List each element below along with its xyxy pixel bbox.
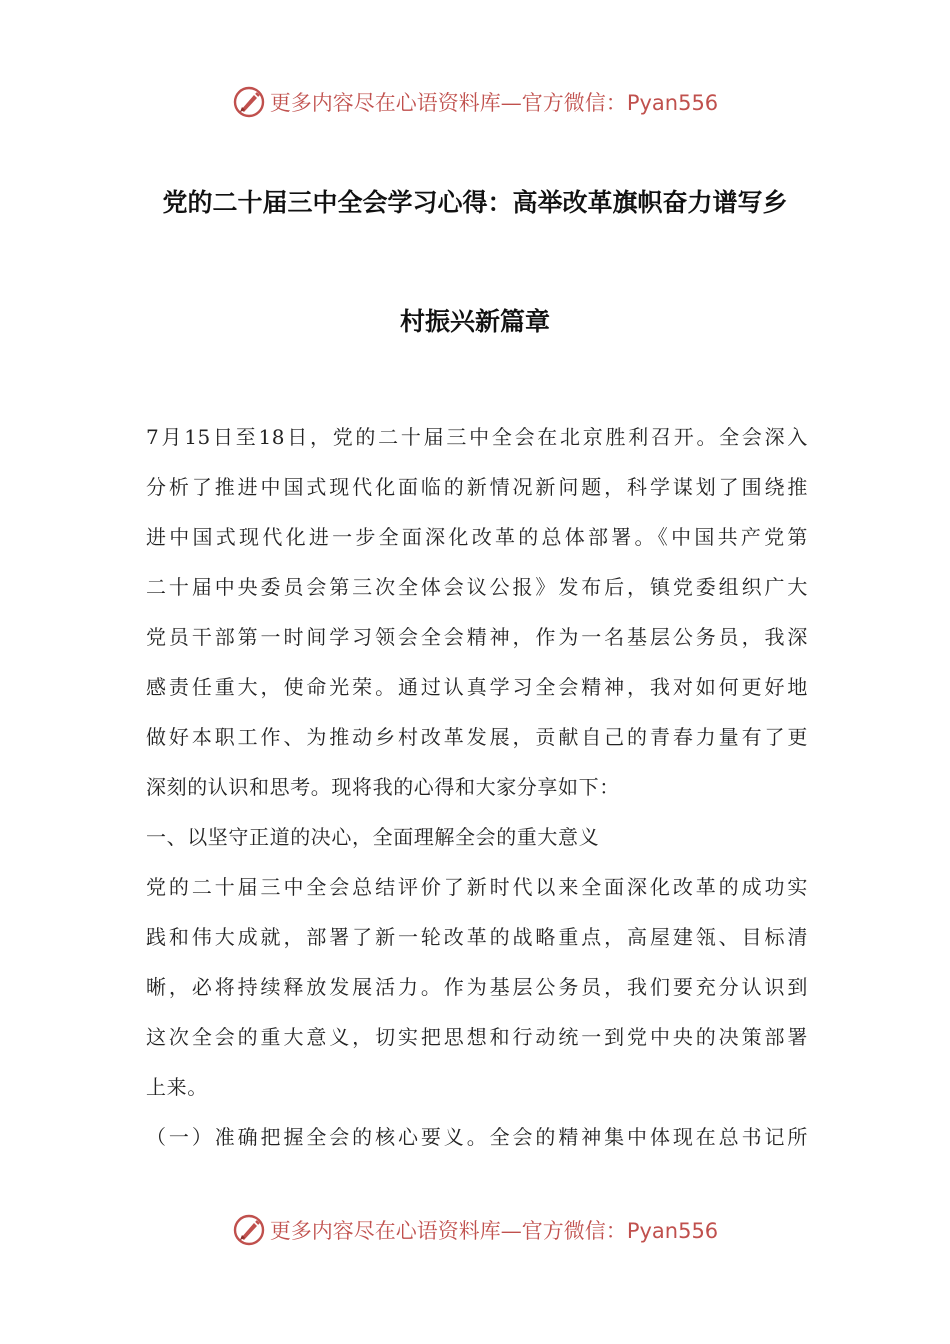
body-line: 党员干部第一时间学习领会全会精神，作为一名基层公务员，我深 [146, 625, 808, 649]
body-line: 党的二十届三中全会总结评价了新时代以来全面深化改革的成功实 [146, 875, 808, 899]
body-line: 践和伟大成就，部署了新一轮改革的战略重点，高屋建瓴、目标清 [146, 925, 808, 949]
watermark-banner-top [0, 82, 950, 122]
watermark-banner-bottom [0, 1210, 950, 1250]
document-title-line-2: 村振兴新篇章 [399, 307, 550, 336]
pen-logo-icon [232, 1213, 266, 1247]
watermark-text: 更多内容尽在心语资料库—官方微信：Pyan556 [269, 1219, 719, 1243]
body-line: 感责任重大，使命光荣。通过认真学习全会精神，我对如何更好地 [146, 675, 808, 699]
body-line: 晰，必将持续释放发展活力。作为基层公务员，我们要充分认识到 [146, 975, 808, 999]
body-line: 上来。 [146, 1075, 208, 1099]
body-line: 进中国式现代化进一步全面深化改革的总体部署。《中国共产党第 [146, 525, 808, 549]
pen-logo-icon [232, 85, 266, 119]
body-line: 分析了推进中国式现代化面临的新情况新问题，科学谋划了围绕推 [146, 475, 808, 499]
document-body [146, 412, 808, 1162]
watermark-text: 更多内容尽在心语资料库—官方微信：Pyan556 [269, 91, 719, 115]
body-line: （一）准确把握全会的核心要义。全会的精神集中体现在总书记所 [146, 1125, 808, 1149]
section-heading: 一、以坚守正道的决心，全面理解全会的重大意义 [146, 825, 600, 849]
body-line: 二十届中央委员会第三次全体会议公报》发布后，镇党委组织广大 [146, 575, 808, 599]
body-line: 深刻的认识和思考。现将我的心得和大家分享如下： [146, 775, 620, 799]
document-title-line-1: 党的二十届三中全会学习心得：高举改革旗帜奋力谱写乡 [162, 188, 788, 217]
body-line: 7月15日至18日，党的二十届三中全会在北京胜利召开。全会深入 [146, 425, 808, 449]
body-line: 这次全会的重大意义，切实把思想和行动统一到党中央的决策部署 [146, 1025, 808, 1049]
body-line: 做好本职工作、为推动乡村改革发展，贡献自己的青春力量有了更 [146, 725, 808, 749]
